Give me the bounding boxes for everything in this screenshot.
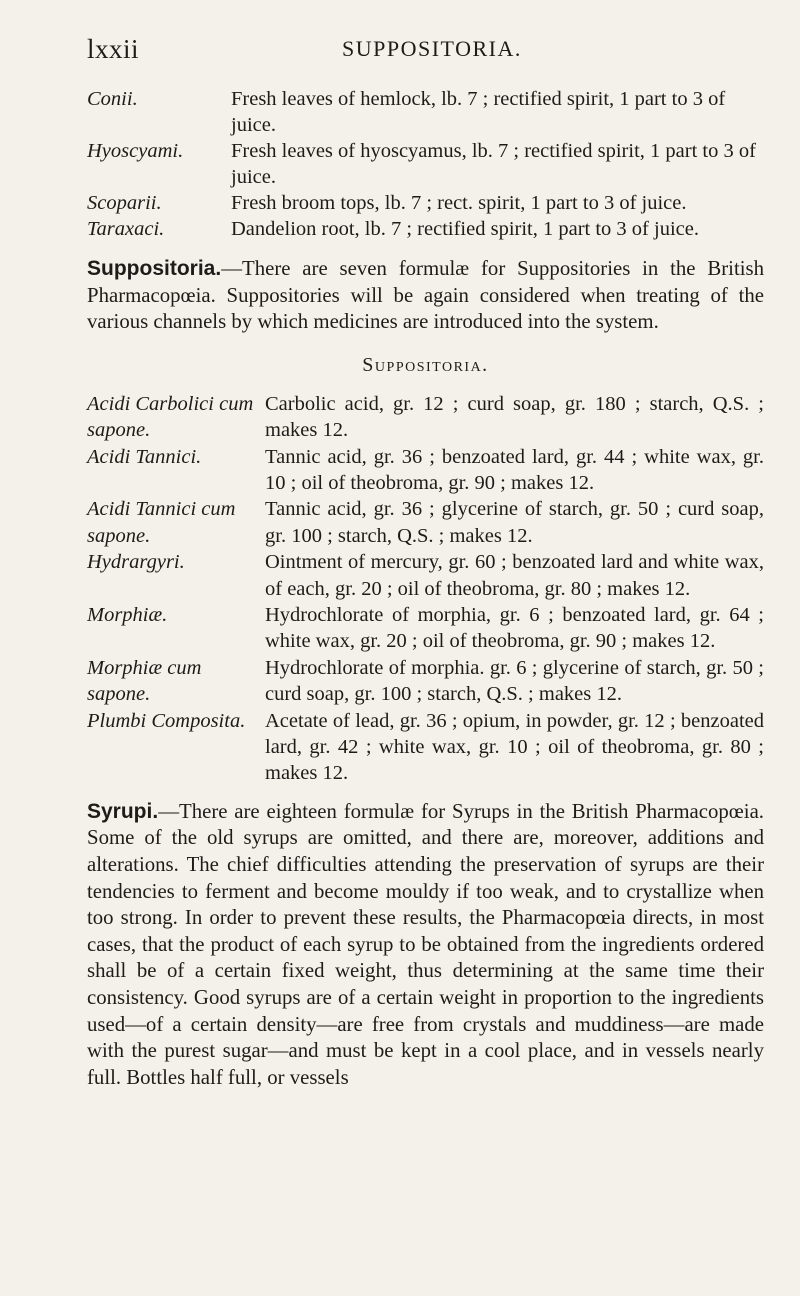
- suppository-name: Acidi Carbolici cum sapone.: [87, 392, 254, 442]
- page-number: lxxii: [87, 34, 140, 64]
- suppository-name: Plumbi Composita.: [87, 709, 246, 732]
- tincture-name: Hyoscyami.: [87, 140, 184, 162]
- tincture-desc: Dandelion root, lb. 7 ; rectified spirit, 1 part to 3 of juice.: [231, 218, 699, 240]
- suppository-name: Acidi Tannici cum sapone.: [87, 498, 236, 547]
- tincture-desc: Fresh leaves of hemlock, lb. 7 ; rectified spirit, 1 part to 3 of juice.: [231, 88, 726, 136]
- suppository-list: [87, 391, 764, 787]
- tincture-name: Scoparii.: [87, 192, 162, 214]
- suppository-entry: [87, 549, 764, 602]
- syrupi-lead: Syrupi.: [87, 799, 159, 823]
- suppository-entry: [87, 391, 764, 444]
- suppositoria-lead: Suppositoria.: [87, 257, 222, 280]
- suppository-desc: Acetate of lead, gr. 36 ; opium, in powder, gr. 12 ; benzoated lard, gr. 42 ; white wax, gr. 10 ; oil of theobroma, gr. 80 ; makes 12.: [265, 709, 764, 785]
- page-header: [87, 34, 764, 72]
- tincture-entry: [87, 138, 764, 190]
- tincture-name: Conii.: [87, 88, 138, 110]
- suppositoria-paragraph: [87, 256, 764, 336]
- running-head: SUPPOSITORIA.: [342, 36, 522, 61]
- suppository-entry: [87, 444, 764, 497]
- suppository-name: Morphiæ.: [87, 604, 168, 627]
- tincture-entry: [87, 216, 764, 242]
- suppository-desc: Tannic acid, gr. 36 ; glycerine of starch, gr. 50 ; curd soap, gr. 100 ; starch, Q.S. ; makes 12.: [265, 498, 764, 547]
- suppository-entry: [87, 655, 764, 708]
- suppository-desc: Carbolic acid, gr. 12 ; curd soap, gr. 180 ; starch, Q.S. ; makes 12.: [265, 392, 764, 442]
- suppository-name: Morphiæ cum sapone.: [87, 656, 202, 706]
- suppository-desc: Hydrochlorate of morphia, gr. 6 ; benzoated lard, gr. 64 ; white wax, gr. 20 ; oil of theobroma, gr. 90 ; makes 12.: [265, 604, 764, 653]
- tincture-desc: Fresh broom tops, lb. 7 ; rect. spirit, 1 part to 3 of juice.: [231, 192, 687, 214]
- suppository-desc: Tannic acid, gr. 36 ; benzoated lard, gr. 44 ; white wax, gr. 10 ; oil of theobroma, gr. 90 ; makes 12.: [265, 445, 764, 494]
- suppository-entry: [87, 708, 764, 787]
- suppository-entry: [87, 496, 764, 549]
- section-heading: Suppositoria.: [362, 353, 489, 376]
- suppositoria-text: —There are seven formulæ for Suppositories in the British Pharmacopœia. Suppositories will be again considered when treating of the various channels by which medicines are introduced into the system.: [87, 257, 764, 334]
- tincture-name: Taraxaci.: [87, 218, 165, 240]
- syrupi-text: —There are eighteen formulæ for Syrups in the British Pharmacopœia. Some of the old syrups are omitted, and there are, moreover, additions and alterations. The chief difficulties attending the preservation of syrups are their tendencies to ferment and become mouldy if too weak, and to crystallize when too strong. In order to prevent these results, the Pharmacopœia directs, in most cases, that the product of each syrup to be obtained from the ingredients ordered shall be of a certain fixed weight, thus determining at the same time their consistency. Good syrups are of a certain weight in proportion to the ingredients used—of a certain density—are free from crystals and muddiness—are made with the purest sugar—and must be kept in a cool place, and in vessels nearly full. Bottles half full, or vessels: [87, 799, 764, 1089]
- suppository-name: Hydrargyri.: [87, 551, 185, 574]
- tincture-entry: [87, 86, 764, 138]
- suppository-desc: Ointment of mercury, gr. 60 ; benzoated lard and white wax, of each, gr. 20 ; oil of theobroma, gr. 80 ; makes 12.: [265, 551, 764, 600]
- tincture-list: [87, 86, 764, 242]
- tincture-entry: [87, 190, 764, 216]
- suppository-entry: [87, 602, 764, 655]
- syrupi-paragraph: [87, 799, 764, 1092]
- suppository-name: Acidi Tannici.: [87, 445, 202, 468]
- suppository-desc: Hydrochlorate of morphia. gr. 6 ; glycerine of starch, gr. 50 ; curd soap, gr. 100 ; starch, Q.S. ; makes 12.: [265, 656, 764, 706]
- tincture-desc: Fresh leaves of hyoscyamus, lb. 7 ; rectified spirit, 1 part to 3 of juice.: [231, 140, 756, 188]
